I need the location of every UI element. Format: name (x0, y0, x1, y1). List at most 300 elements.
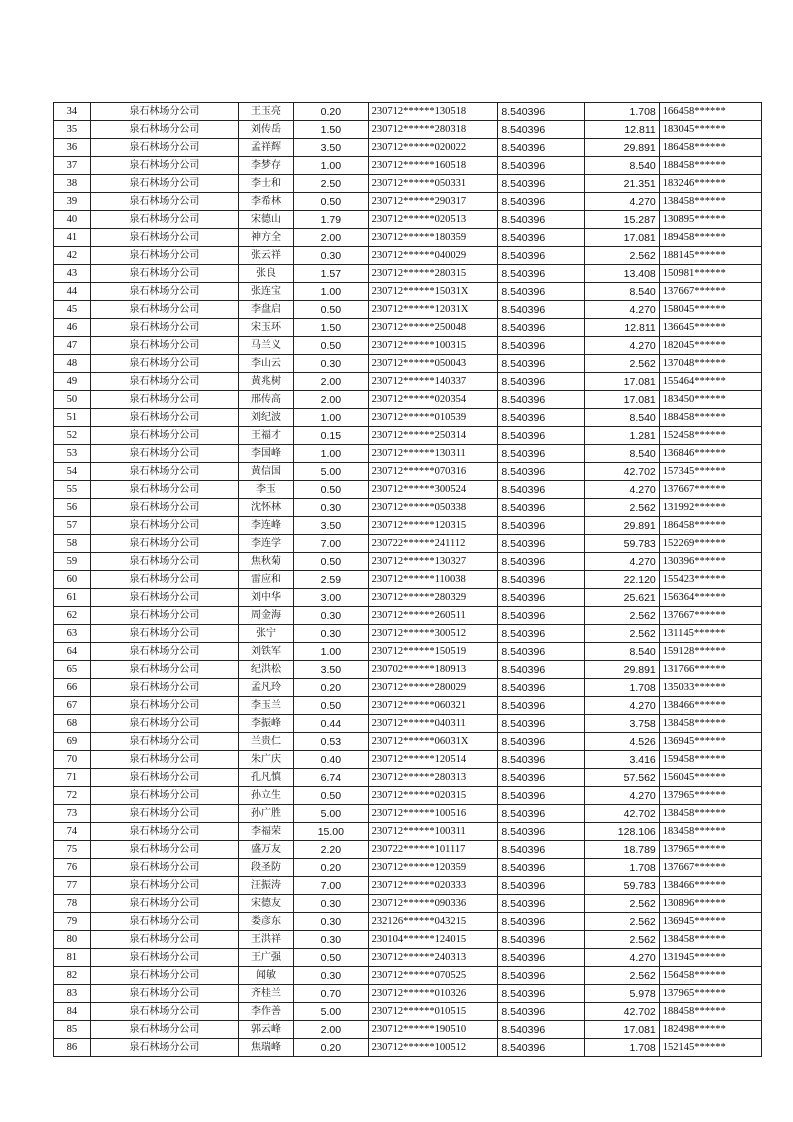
area-cell: 0.30 (294, 913, 369, 931)
unit-cell: 泉石林场分公司 (90, 607, 238, 625)
table-row (54, 967, 762, 985)
table-row (54, 895, 762, 913)
amount-cell: 4.270 (585, 193, 660, 211)
unit-cell: 泉石林场分公司 (90, 517, 238, 535)
phone-cell: 137048****** (659, 355, 761, 373)
phone-cell: 156045****** (659, 769, 761, 787)
area-cell: 5.00 (294, 463, 369, 481)
row-number: 70 (54, 751, 91, 769)
row-number: 85 (54, 1021, 91, 1039)
phone-cell: 183450****** (659, 391, 761, 409)
id-number-cell: 230712******010326 (368, 985, 498, 1003)
area-cell: 2.00 (294, 391, 369, 409)
row-number: 41 (54, 229, 91, 247)
name-cell: 宋玉环 (238, 319, 293, 337)
name-cell: 王洪祥 (238, 931, 293, 949)
table-row (54, 409, 762, 427)
unit-cell: 泉石林场分公司 (90, 121, 238, 139)
row-number: 62 (54, 607, 91, 625)
area-cell: 0.30 (294, 247, 369, 265)
area-cell: 2.00 (294, 1021, 369, 1039)
name-cell: 孟凡玲 (238, 679, 293, 697)
phone-cell: 156364****** (659, 589, 761, 607)
area-cell: 2.00 (294, 229, 369, 247)
id-number-cell: 230712******300524 (368, 481, 498, 499)
row-number: 75 (54, 841, 91, 859)
id-number-cell: 230712******280029 (368, 679, 498, 697)
row-number: 46 (54, 319, 91, 337)
name-cell: 李振峰 (238, 715, 293, 733)
row-number: 39 (54, 193, 91, 211)
area-cell: 6.74 (294, 769, 369, 787)
rate-cell: 8.540396 (498, 787, 585, 805)
rate-cell: 8.540396 (498, 391, 585, 409)
rate-cell: 8.540396 (498, 211, 585, 229)
table-row (54, 553, 762, 571)
rate-cell: 8.540396 (498, 823, 585, 841)
area-cell: 1.57 (294, 265, 369, 283)
phone-cell: 137965****** (659, 841, 761, 859)
phone-cell: 138466****** (659, 697, 761, 715)
rate-cell: 8.540396 (498, 481, 585, 499)
id-number-cell: 230712******040029 (368, 247, 498, 265)
phone-cell: 188458****** (659, 157, 761, 175)
name-cell: 李连学 (238, 535, 293, 553)
name-cell: 李山云 (238, 355, 293, 373)
area-cell: 0.30 (294, 499, 369, 517)
name-cell: 王玉亮 (238, 103, 293, 121)
id-number-cell: 230712******060321 (368, 697, 498, 715)
name-cell: 孙广胜 (238, 805, 293, 823)
table-row (54, 373, 762, 391)
area-cell: 0.30 (294, 625, 369, 643)
name-cell: 焦瑞峰 (238, 1039, 293, 1057)
rate-cell: 8.540396 (498, 1003, 585, 1021)
area-cell: 0.30 (294, 607, 369, 625)
id-number-cell: 230712******300512 (368, 625, 498, 643)
id-number-cell: 230104******124015 (368, 931, 498, 949)
name-cell: 焦秋菊 (238, 553, 293, 571)
name-cell: 黄信国 (238, 463, 293, 481)
area-cell: 0.15 (294, 427, 369, 445)
row-number: 56 (54, 499, 91, 517)
row-number: 54 (54, 463, 91, 481)
name-cell: 李福荣 (238, 823, 293, 841)
rate-cell: 8.540396 (498, 877, 585, 895)
area-cell: 0.53 (294, 733, 369, 751)
id-number-cell: 230712******130311 (368, 445, 498, 463)
rate-cell: 8.540396 (498, 859, 585, 877)
name-cell: 宋德友 (238, 895, 293, 913)
rate-cell: 8.540396 (498, 985, 585, 1003)
rate-cell: 8.540396 (498, 535, 585, 553)
area-cell: 0.50 (294, 193, 369, 211)
rate-cell: 8.540396 (498, 283, 585, 301)
unit-cell: 泉石林场分公司 (90, 859, 238, 877)
name-cell: 孟祥辉 (238, 139, 293, 157)
rate-cell: 8.540396 (498, 553, 585, 571)
amount-cell: 2.562 (585, 931, 660, 949)
rate-cell: 8.540396 (498, 805, 585, 823)
table-row (54, 301, 762, 319)
amount-cell: 3.758 (585, 715, 660, 733)
unit-cell: 泉石林场分公司 (90, 535, 238, 553)
amount-cell: 3.416 (585, 751, 660, 769)
area-cell: 0.30 (294, 967, 369, 985)
name-cell: 黄兆树 (238, 373, 293, 391)
name-cell: 神方全 (238, 229, 293, 247)
unit-cell: 泉石林场分公司 (90, 445, 238, 463)
amount-cell: 8.540 (585, 283, 660, 301)
unit-cell: 泉石林场分公司 (90, 409, 238, 427)
id-number-cell: 230712******050331 (368, 175, 498, 193)
unit-cell: 泉石林场分公司 (90, 589, 238, 607)
table-row (54, 931, 762, 949)
row-number: 58 (54, 535, 91, 553)
amount-cell: 2.562 (585, 355, 660, 373)
phone-cell: 188458****** (659, 409, 761, 427)
row-number: 50 (54, 391, 91, 409)
rate-cell: 8.540396 (498, 1021, 585, 1039)
name-cell: 宋德山 (238, 211, 293, 229)
phone-cell: 152458****** (659, 427, 761, 445)
table-row (54, 193, 762, 211)
name-cell: 周金海 (238, 607, 293, 625)
area-cell: 0.30 (294, 355, 369, 373)
amount-cell: 29.891 (585, 661, 660, 679)
table-row (54, 229, 762, 247)
id-number-cell: 230712******150519 (368, 643, 498, 661)
id-number-cell: 230712******290317 (368, 193, 498, 211)
area-cell: 1.79 (294, 211, 369, 229)
row-number: 61 (54, 589, 91, 607)
area-cell: 7.00 (294, 877, 369, 895)
unit-cell: 泉石林场分公司 (90, 175, 238, 193)
table-row (54, 841, 762, 859)
subsidy-table (53, 102, 762, 1057)
id-number-cell: 230722******101117 (368, 841, 498, 859)
rate-cell: 8.540396 (498, 139, 585, 157)
name-cell: 李国峰 (238, 445, 293, 463)
unit-cell: 泉石林场分公司 (90, 1021, 238, 1039)
amount-cell: 25.621 (585, 589, 660, 607)
table-row (54, 139, 762, 157)
table-row (54, 319, 762, 337)
unit-cell: 泉石林场分公司 (90, 877, 238, 895)
row-number: 86 (54, 1039, 91, 1057)
phone-cell: 166458****** (659, 103, 761, 121)
phone-cell: 131992****** (659, 499, 761, 517)
row-number: 74 (54, 823, 91, 841)
name-cell: 张良 (238, 265, 293, 283)
name-cell: 刘铁军 (238, 643, 293, 661)
row-number: 44 (54, 283, 91, 301)
amount-cell: 42.702 (585, 463, 660, 481)
rate-cell: 8.540396 (498, 301, 585, 319)
rate-cell: 8.540396 (498, 265, 585, 283)
phone-cell: 138458****** (659, 931, 761, 949)
id-number-cell: 230712******240313 (368, 949, 498, 967)
amount-cell: 4.270 (585, 481, 660, 499)
area-cell: 0.30 (294, 931, 369, 949)
id-number-cell: 230712******190510 (368, 1021, 498, 1039)
name-cell: 沈怀林 (238, 499, 293, 517)
table-row (54, 607, 762, 625)
name-cell: 娄彦东 (238, 913, 293, 931)
rate-cell: 8.540396 (498, 643, 585, 661)
area-cell: 15.00 (294, 823, 369, 841)
table-row (54, 337, 762, 355)
row-number: 67 (54, 697, 91, 715)
id-number-cell: 230712******06031X (368, 733, 498, 751)
row-number: 48 (54, 355, 91, 373)
table-row (54, 463, 762, 481)
rate-cell: 8.540396 (498, 697, 585, 715)
unit-cell: 泉石林场分公司 (90, 625, 238, 643)
table-row (54, 625, 762, 643)
phone-cell: 135033****** (659, 679, 761, 697)
name-cell: 李希林 (238, 193, 293, 211)
table-row (54, 121, 762, 139)
id-number-cell: 232126******043215 (368, 913, 498, 931)
amount-cell: 4.270 (585, 949, 660, 967)
id-number-cell: 230712******130327 (368, 553, 498, 571)
phone-cell: 159458****** (659, 751, 761, 769)
table-row (54, 859, 762, 877)
table-row (54, 661, 762, 679)
amount-cell: 59.783 (585, 877, 660, 895)
unit-cell: 泉石林场分公司 (90, 895, 238, 913)
amount-cell: 2.562 (585, 913, 660, 931)
row-number: 42 (54, 247, 91, 265)
name-cell: 张连宝 (238, 283, 293, 301)
id-number-cell: 230712******130518 (368, 103, 498, 121)
name-cell: 王广强 (238, 949, 293, 967)
phone-cell: 152145****** (659, 1039, 761, 1057)
phone-cell: 155464****** (659, 373, 761, 391)
amount-cell: 8.540 (585, 157, 660, 175)
phone-cell: 138458****** (659, 805, 761, 823)
row-number: 73 (54, 805, 91, 823)
table-row (54, 157, 762, 175)
rate-cell: 8.540396 (498, 121, 585, 139)
phone-cell: 186458****** (659, 139, 761, 157)
unit-cell: 泉石林场分公司 (90, 391, 238, 409)
phone-cell: 137965****** (659, 985, 761, 1003)
rate-cell: 8.540396 (498, 607, 585, 625)
phone-cell: 138458****** (659, 193, 761, 211)
unit-cell: 泉石林场分公司 (90, 931, 238, 949)
phone-cell: 182045****** (659, 337, 761, 355)
unit-cell: 泉石林场分公司 (90, 697, 238, 715)
id-number-cell: 230712******040311 (368, 715, 498, 733)
rate-cell: 8.540396 (498, 229, 585, 247)
unit-cell: 泉石林场分公司 (90, 571, 238, 589)
row-number: 77 (54, 877, 91, 895)
name-cell: 李士和 (238, 175, 293, 193)
name-cell: 李连峰 (238, 517, 293, 535)
table-row (54, 247, 762, 265)
name-cell: 兰贵仁 (238, 733, 293, 751)
id-number-cell: 230712******020333 (368, 877, 498, 895)
rate-cell: 8.540396 (498, 247, 585, 265)
amount-cell: 21.351 (585, 175, 660, 193)
amount-cell: 2.562 (585, 499, 660, 517)
id-number-cell: 230712******280329 (368, 589, 498, 607)
amount-cell: 8.540 (585, 409, 660, 427)
amount-cell: 1.708 (585, 679, 660, 697)
id-number-cell: 230712******090336 (368, 895, 498, 913)
amount-cell: 2.562 (585, 625, 660, 643)
name-cell: 李梦存 (238, 157, 293, 175)
id-number-cell: 230712******100311 (368, 823, 498, 841)
table-row (54, 265, 762, 283)
amount-cell: 42.702 (585, 1003, 660, 1021)
row-number: 49 (54, 373, 91, 391)
name-cell: 李作善 (238, 1003, 293, 1021)
rate-cell: 8.540396 (498, 931, 585, 949)
table-row (54, 805, 762, 823)
amount-cell: 4.270 (585, 787, 660, 805)
phone-cell: 189458****** (659, 229, 761, 247)
amount-cell: 2.562 (585, 895, 660, 913)
phone-cell: 155423****** (659, 571, 761, 589)
table-body (54, 103, 762, 1057)
area-cell: 1.00 (294, 409, 369, 427)
name-cell: 李盘启 (238, 301, 293, 319)
row-number: 43 (54, 265, 91, 283)
id-number-cell: 230712******120315 (368, 517, 498, 535)
rate-cell: 8.540396 (498, 409, 585, 427)
row-number: 65 (54, 661, 91, 679)
row-number: 63 (54, 625, 91, 643)
phone-cell: 186458****** (659, 517, 761, 535)
id-number-cell: 230712******250314 (368, 427, 498, 445)
row-number: 64 (54, 643, 91, 661)
area-cell: 3.50 (294, 517, 369, 535)
unit-cell: 泉石林场分公司 (90, 373, 238, 391)
area-cell: 0.50 (294, 337, 369, 355)
area-cell: 3.00 (294, 589, 369, 607)
unit-cell: 泉石林场分公司 (90, 949, 238, 967)
row-number: 59 (54, 553, 91, 571)
amount-cell: 2.562 (585, 607, 660, 625)
id-number-cell: 230712******120514 (368, 751, 498, 769)
name-cell: 段圣防 (238, 859, 293, 877)
id-number-cell: 230712******100516 (368, 805, 498, 823)
amount-cell: 2.562 (585, 967, 660, 985)
phone-cell: 136846****** (659, 445, 761, 463)
amount-cell: 5.978 (585, 985, 660, 1003)
id-number-cell: 230712******110038 (368, 571, 498, 589)
name-cell: 张云祥 (238, 247, 293, 265)
area-cell: 5.00 (294, 1003, 369, 1021)
amount-cell: 1.708 (585, 1039, 660, 1057)
rate-cell: 8.540396 (498, 193, 585, 211)
phone-cell: 138466****** (659, 877, 761, 895)
rate-cell: 8.540396 (498, 679, 585, 697)
id-number-cell: 230712******160518 (368, 157, 498, 175)
amount-cell: 4.270 (585, 553, 660, 571)
amount-cell: 17.081 (585, 1021, 660, 1039)
unit-cell: 泉石林场分公司 (90, 643, 238, 661)
unit-cell: 泉石林场分公司 (90, 1039, 238, 1057)
amount-cell: 1.708 (585, 859, 660, 877)
phone-cell: 136645****** (659, 319, 761, 337)
rate-cell: 8.540396 (498, 625, 585, 643)
row-number: 47 (54, 337, 91, 355)
row-number: 51 (54, 409, 91, 427)
id-number-cell: 230712******140337 (368, 373, 498, 391)
unit-cell: 泉石林场分公司 (90, 139, 238, 157)
rate-cell: 8.540396 (498, 373, 585, 391)
rate-cell: 8.540396 (498, 913, 585, 931)
row-number: 80 (54, 931, 91, 949)
rate-cell: 8.540396 (498, 337, 585, 355)
table-row (54, 1039, 762, 1057)
name-cell: 刘传岳 (238, 121, 293, 139)
table-row (54, 787, 762, 805)
phone-cell: 138458****** (659, 715, 761, 733)
amount-cell: 1.708 (585, 103, 660, 121)
table-row (54, 391, 762, 409)
unit-cell: 泉石林场分公司 (90, 733, 238, 751)
id-number-cell: 230712******100315 (368, 337, 498, 355)
name-cell: 孔凡慎 (238, 769, 293, 787)
phone-cell: 188145****** (659, 247, 761, 265)
area-cell: 0.20 (294, 859, 369, 877)
amount-cell: 12.811 (585, 121, 660, 139)
phone-cell: 157345****** (659, 463, 761, 481)
table-row (54, 949, 762, 967)
unit-cell: 泉石林场分公司 (90, 427, 238, 445)
phone-cell: 131145****** (659, 625, 761, 643)
amount-cell: 4.270 (585, 337, 660, 355)
phone-cell: 131945****** (659, 949, 761, 967)
unit-cell: 泉石林场分公司 (90, 319, 238, 337)
unit-cell: 泉石林场分公司 (90, 355, 238, 373)
name-cell: 闻敏 (238, 967, 293, 985)
id-number-cell: 230712******050043 (368, 355, 498, 373)
phone-cell: 159128****** (659, 643, 761, 661)
unit-cell: 泉石林场分公司 (90, 769, 238, 787)
name-cell: 孙立生 (238, 787, 293, 805)
name-cell: 王福才 (238, 427, 293, 445)
area-cell: 2.59 (294, 571, 369, 589)
area-cell: 3.50 (294, 139, 369, 157)
row-number: 81 (54, 949, 91, 967)
area-cell: 5.00 (294, 805, 369, 823)
id-number-cell: 230712******050338 (368, 499, 498, 517)
id-number-cell: 230712******280318 (368, 121, 498, 139)
unit-cell: 泉石林场分公司 (90, 229, 238, 247)
unit-cell: 泉石林场分公司 (90, 193, 238, 211)
unit-cell: 泉石林场分公司 (90, 499, 238, 517)
phone-cell: 188458****** (659, 1003, 761, 1021)
id-number-cell: 230712******020354 (368, 391, 498, 409)
id-number-cell: 230712******070316 (368, 463, 498, 481)
row-number: 82 (54, 967, 91, 985)
table-row (54, 103, 762, 121)
amount-cell: 2.562 (585, 247, 660, 265)
name-cell: 齐桂兰 (238, 985, 293, 1003)
name-cell: 马兰义 (238, 337, 293, 355)
rate-cell: 8.540396 (498, 841, 585, 859)
unit-cell: 泉石林场分公司 (90, 661, 238, 679)
id-number-cell: 230702******180913 (368, 661, 498, 679)
phone-cell: 137667****** (659, 607, 761, 625)
row-number: 57 (54, 517, 91, 535)
